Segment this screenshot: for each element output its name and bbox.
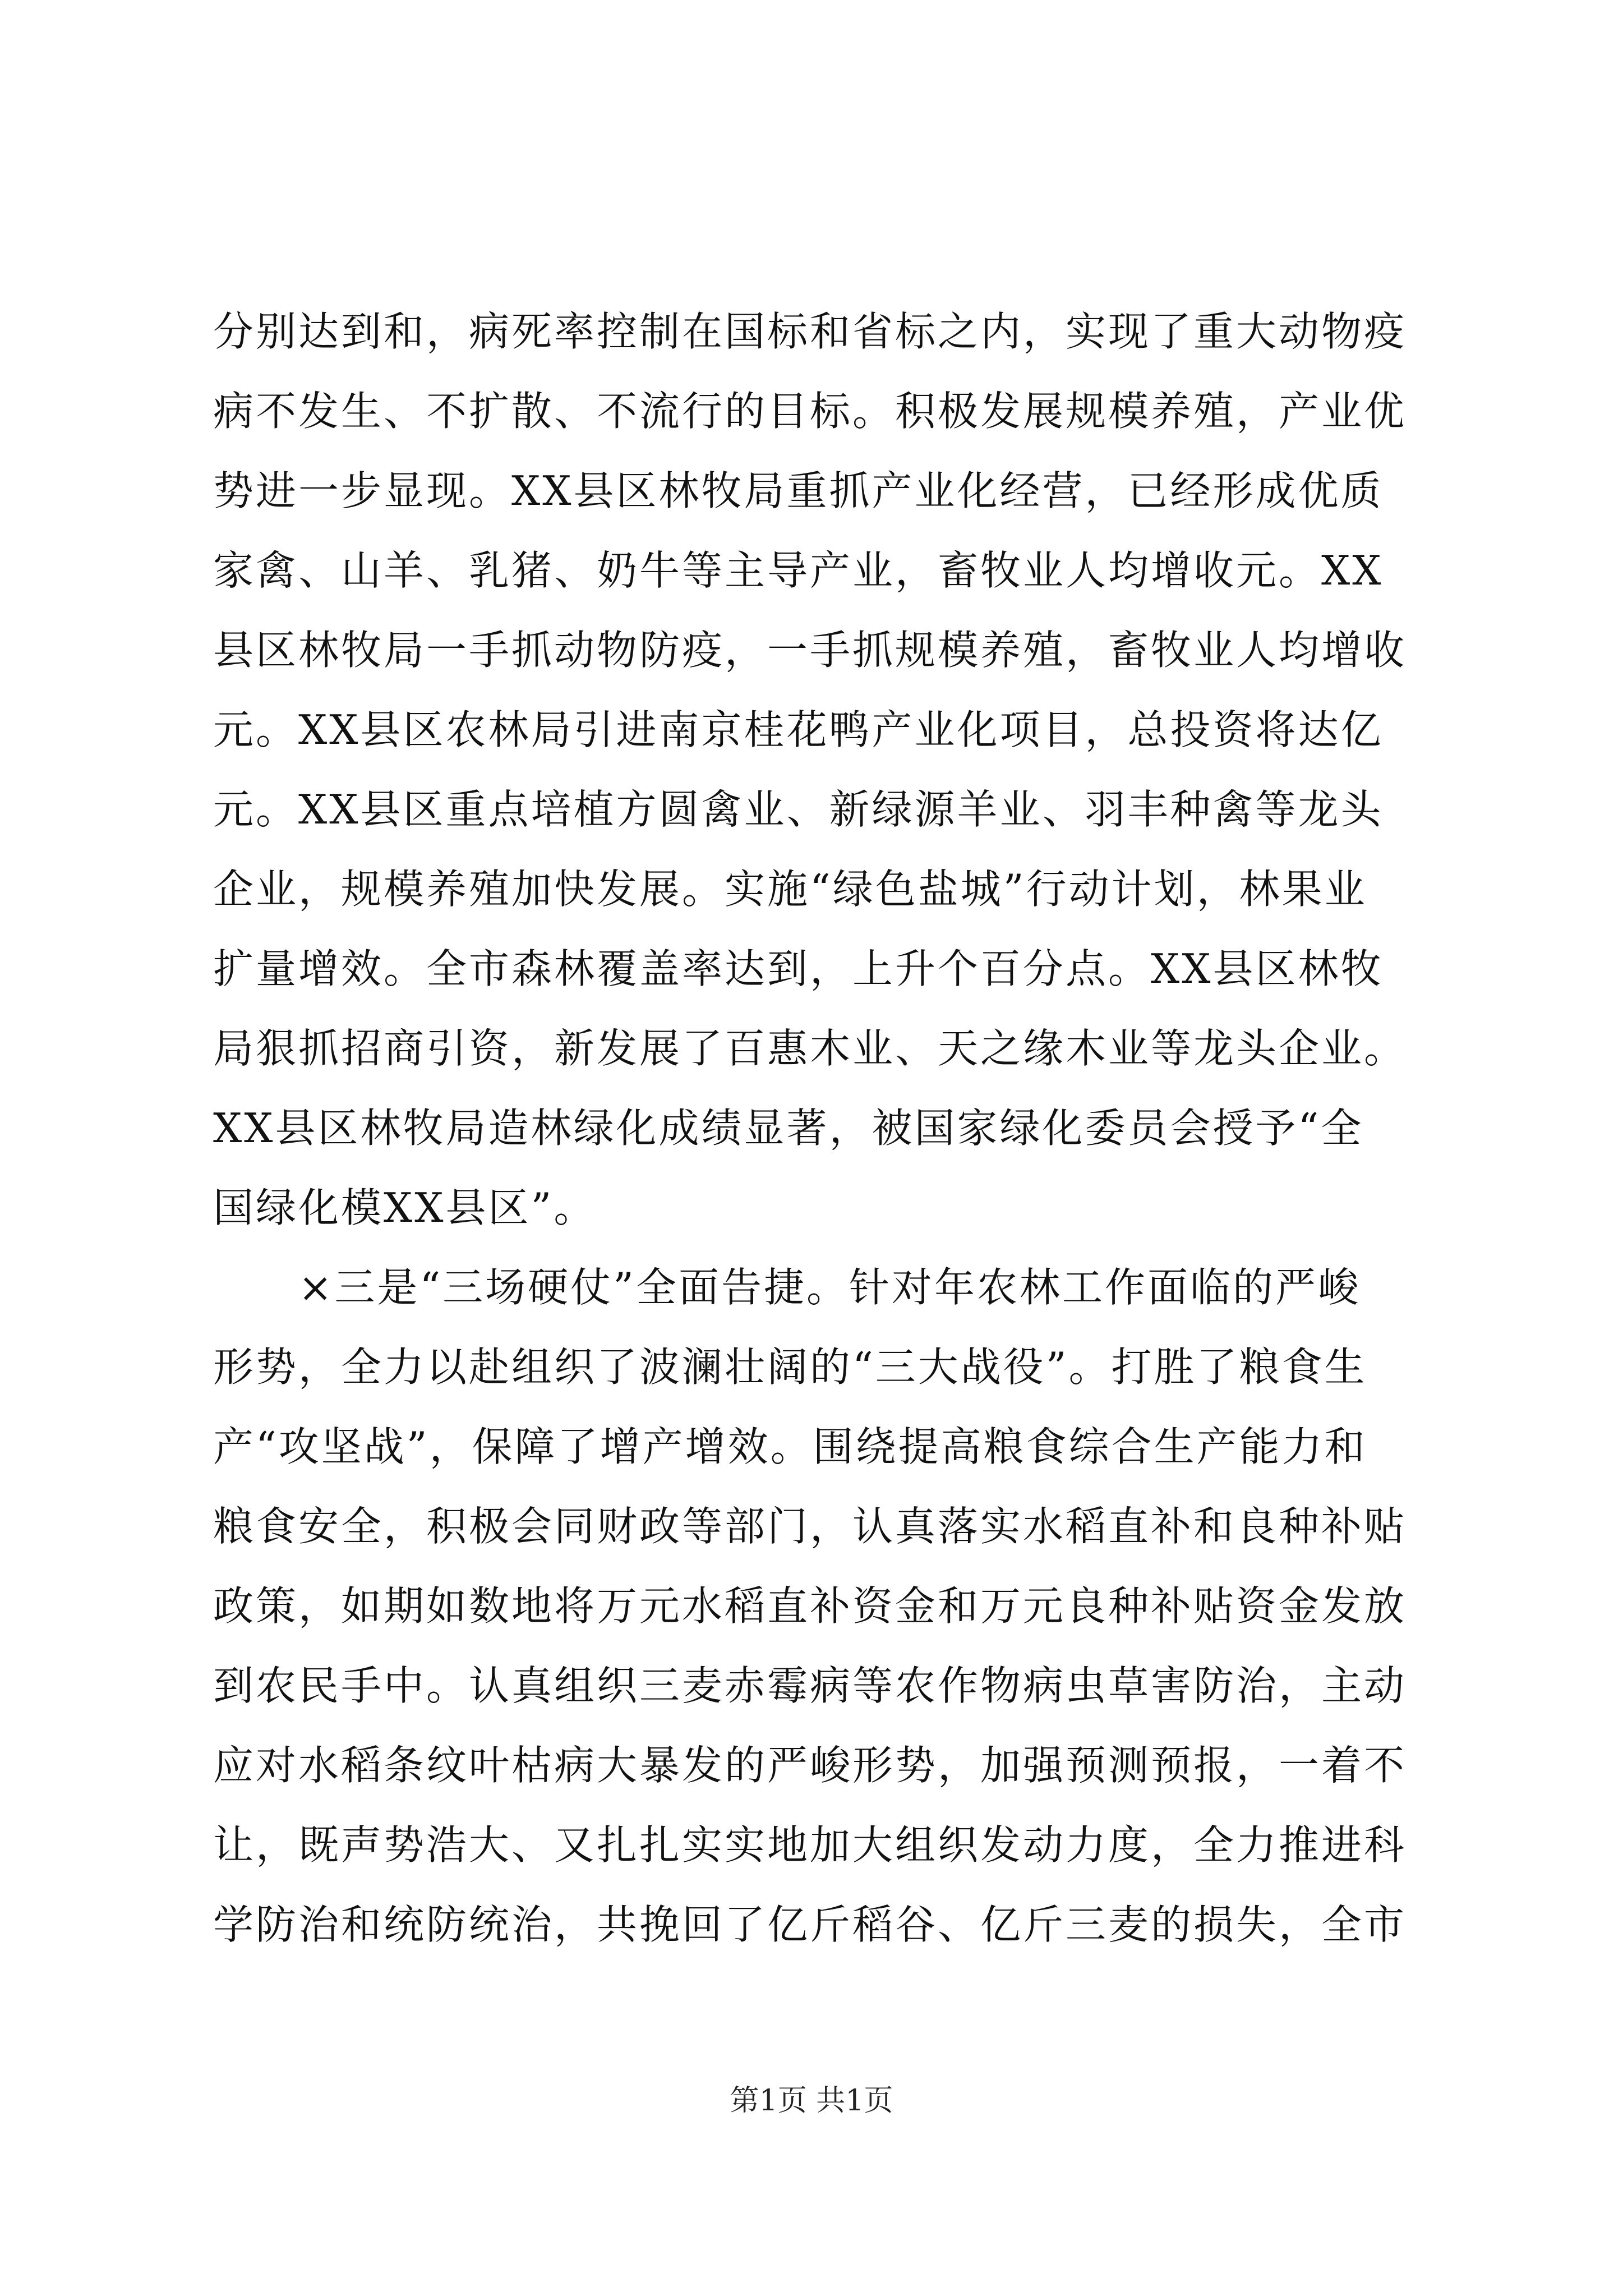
- text-line: 家禽、山羊、乳猪、奶牛等主导产业，畜牧业人均增收元。XX: [213, 547, 1384, 594]
- text-line: 学防治和统防统治，共挽回了亿斤稻谷、亿斤三麦的损失，全市: [213, 1901, 1407, 1948]
- page-number-label: 第1页 共1页: [730, 2084, 893, 2118]
- text-line: 势进一步显现。XX县区林牧局重抓产业化经营，已经形成优质: [213, 467, 1384, 514]
- text-line: 政策，如期如数地将万元水稻直补资金和万元良种补贴资金发放: [213, 1582, 1407, 1630]
- text-line: 形势，全力以赴组织了波澜壮阔的“三大战役”。打胜了粮食生: [213, 1343, 1367, 1391]
- text-line: 元。XX县区农林局引进南京桂花鸭产业化项目，总投资将达亿: [213, 706, 1384, 753]
- text-line: 粮食安全，积极会同财政等部门，认真落实水稻直补和良种补贴: [213, 1503, 1407, 1550]
- text-line: 局狠抓招商引资，新发展了百惠木业、天之缘木业等龙头企业。: [213, 1025, 1407, 1072]
- document-body: [213, 292, 1424, 1964]
- text-line: XX县区林牧局造林绿化成绩显著，被国家绿化委员会授予“全: [213, 1105, 1364, 1152]
- text-line: 产“攻坚战”，保障了增产增效。围绕提高粮食综合生产能力和: [213, 1423, 1367, 1470]
- text-line: 分别达到和，病死率控制在国标和省标之内，实现了重大动物疫: [213, 308, 1407, 355]
- text-line: 县区林牧局一手抓动物防疫，一手抓规模养殖，畜牧业人均增收: [213, 627, 1407, 674]
- text-line: 到农民手中。认真组织三麦赤霉病等农作物病虫草害防治，主动: [213, 1662, 1407, 1709]
- text-line: ×三是“三场硬仗”全面告捷。针对年农林工作面临的严峻: [213, 1264, 1361, 1311]
- text-line: 元。XX县区重点培植方圆禽业、新绿源羊业、羽丰种禽等龙头: [213, 786, 1384, 833]
- text-line: 企业，规模养殖加快发展。实施“绿色盐城”行动计划，林果业: [213, 866, 1367, 913]
- text-line: 扩量增效。全市森林覆盖率达到，上升个百分点。XX县区林牧: [213, 945, 1384, 992]
- text-line: 让，既声势浩大、又扎扎实实地加大组织发动力度，全力推进科: [213, 1821, 1407, 1869]
- page-footer: [0, 2081, 1623, 2120]
- text-line: 国绿化模XX县区”。: [213, 1184, 597, 1231]
- text-line: 病不发生、不扩散、不流行的目标。积极发展规模养殖，产业优: [213, 388, 1407, 435]
- text-line: 应对水稻条纹叶枯病大暴发的严峻形势，加强预测预报，一着不: [213, 1742, 1407, 1789]
